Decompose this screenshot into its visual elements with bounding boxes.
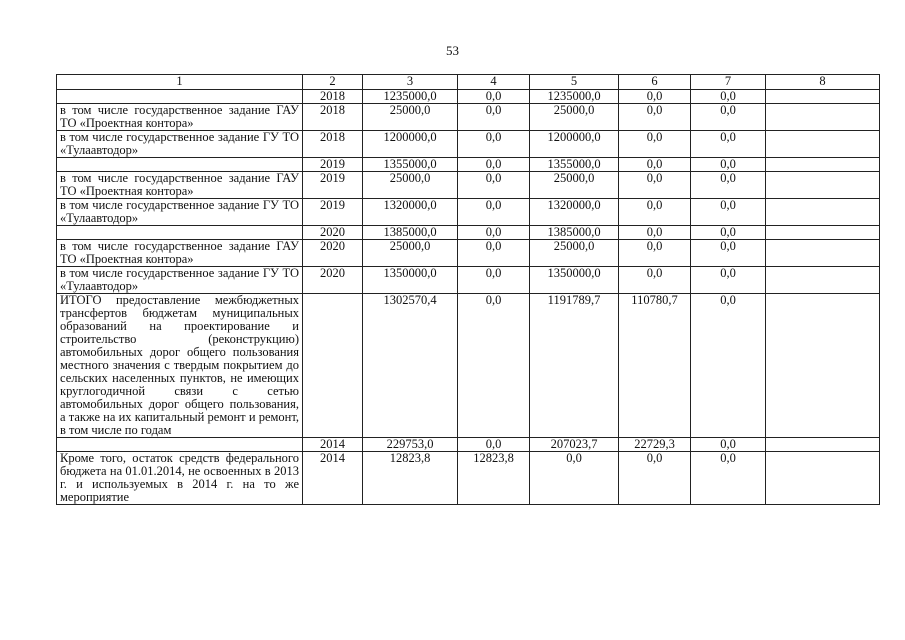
row-col-7: 0,0 [691, 199, 766, 226]
row-col-8 [766, 294, 880, 438]
row-description: Кроме того, остаток средств федерального бюджета на 01.01.2014, не освоенных в 2013 г. и используемых в 2014 г. на то же мероприятие [57, 452, 303, 505]
table-row [57, 199, 880, 226]
row-col-4: 0,0 [458, 172, 530, 199]
row-year: 2018 [303, 104, 363, 131]
row-col-5: 25000,0 [530, 104, 619, 131]
row-col-5: 1235000,0 [530, 90, 619, 104]
row-year [303, 294, 363, 438]
table-row [57, 267, 880, 294]
row-col-4: 0,0 [458, 104, 530, 131]
row-col-6: 0,0 [619, 267, 691, 294]
header-col-3: 3 [363, 75, 458, 90]
budget-table [56, 74, 880, 505]
table-row [57, 131, 880, 158]
row-col-7: 0,0 [691, 158, 766, 172]
row-col-4: 12823,8 [458, 452, 530, 505]
row-col-3: 229753,0 [363, 438, 458, 452]
row-col-6: 0,0 [619, 104, 691, 131]
row-description [57, 226, 303, 240]
row-col-7: 0,0 [691, 267, 766, 294]
table-row [57, 226, 880, 240]
row-col-5: 1350000,0 [530, 267, 619, 294]
row-col-5: 1385000,0 [530, 226, 619, 240]
row-col-8 [766, 158, 880, 172]
row-col-4: 0,0 [458, 267, 530, 294]
row-year: 2014 [303, 452, 363, 505]
row-description: в том числе государственное задание ГУ ТО «Тулаавтодор» [57, 199, 303, 226]
row-col-8 [766, 267, 880, 294]
row-year: 2019 [303, 199, 363, 226]
header-col-4: 4 [458, 75, 530, 90]
row-col-3: 1385000,0 [363, 226, 458, 240]
row-col-4: 0,0 [458, 294, 530, 438]
row-col-7: 0,0 [691, 131, 766, 158]
row-col-7: 0,0 [691, 438, 766, 452]
header-col-2: 2 [303, 75, 363, 90]
row-col-5: 1200000,0 [530, 131, 619, 158]
row-col-5: 0,0 [530, 452, 619, 505]
row-col-7: 0,0 [691, 452, 766, 505]
row-col-4: 0,0 [458, 199, 530, 226]
row-col-8 [766, 452, 880, 505]
row-year: 2020 [303, 240, 363, 267]
row-col-4: 0,0 [458, 226, 530, 240]
row-col-7: 0,0 [691, 226, 766, 240]
row-description: в том числе государственное задание ГУ ТО «Тулаавтодор» [57, 267, 303, 294]
table-row [57, 240, 880, 267]
table-row [57, 438, 880, 452]
row-col-7: 0,0 [691, 172, 766, 199]
row-description: ИТОГО предоставление межбюджетных трансфертов бюджетам муниципальных образований на проектирование и строительство (реконструкцию) автомобильных дорог общего пользования местного значения с твердым покрытием до сельских населенных пунктов, не имеющих круглогодичной связи с сетью автомобильных дорог общего пользования, а также на их капитальный ремонт и ремонт, в том числе по годам [57, 294, 303, 438]
row-col-4: 0,0 [458, 438, 530, 452]
table-header-row [57, 75, 880, 90]
row-col-6: 0,0 [619, 226, 691, 240]
row-description: в том числе государственное задание ГАУ ТО «Проектная контора» [57, 104, 303, 131]
row-col-8 [766, 90, 880, 104]
header-col-8: 8 [766, 75, 880, 90]
row-col-7: 0,0 [691, 240, 766, 267]
row-col-8 [766, 438, 880, 452]
row-col-6: 0,0 [619, 452, 691, 505]
row-year: 2019 [303, 172, 363, 199]
row-col-7: 0,0 [691, 90, 766, 104]
row-year: 2020 [303, 267, 363, 294]
row-col-4: 0,0 [458, 90, 530, 104]
table-row [57, 172, 880, 199]
table-row-additional [57, 452, 880, 505]
row-col-5: 207023,7 [530, 438, 619, 452]
row-col-6: 22729,3 [619, 438, 691, 452]
row-col-6: 0,0 [619, 172, 691, 199]
row-col-6: 0,0 [619, 131, 691, 158]
row-col-3: 1302570,4 [363, 294, 458, 438]
row-col-4: 0,0 [458, 131, 530, 158]
row-col-6: 0,0 [619, 90, 691, 104]
row-col-5: 1320000,0 [530, 199, 619, 226]
table-row [57, 104, 880, 131]
row-col-7: 0,0 [691, 294, 766, 438]
header-col-6: 6 [619, 75, 691, 90]
row-col-4: 0,0 [458, 240, 530, 267]
row-col-8 [766, 172, 880, 199]
row-col-3: 12823,8 [363, 452, 458, 505]
row-col-8 [766, 199, 880, 226]
table-row-total [57, 294, 880, 438]
row-description: в том числе государственное задание ГАУ ТО «Проектная контора» [57, 172, 303, 199]
page-number: 53 [446, 43, 459, 58]
row-year: 2020 [303, 226, 363, 240]
row-col-8 [766, 226, 880, 240]
row-year: 2018 [303, 131, 363, 158]
row-col-5: 25000,0 [530, 172, 619, 199]
row-col-6: 0,0 [619, 240, 691, 267]
row-col-3: 1320000,0 [363, 199, 458, 226]
header-col-1: 1 [57, 75, 303, 90]
row-col-5: 1191789,7 [530, 294, 619, 438]
row-col-4: 0,0 [458, 158, 530, 172]
row-col-7: 0,0 [691, 104, 766, 131]
row-col-8 [766, 240, 880, 267]
row-description [57, 158, 303, 172]
header-col-5: 5 [530, 75, 619, 90]
row-col-3: 25000,0 [363, 240, 458, 267]
row-year: 2014 [303, 438, 363, 452]
row-col-3: 25000,0 [363, 172, 458, 199]
row-description [57, 90, 303, 104]
header-col-7: 7 [691, 75, 766, 90]
row-col-6: 0,0 [619, 158, 691, 172]
row-col-3: 1235000,0 [363, 90, 458, 104]
row-col-5: 25000,0 [530, 240, 619, 267]
row-year: 2019 [303, 158, 363, 172]
row-col-8 [766, 104, 880, 131]
row-description [57, 438, 303, 452]
row-description: в том числе государственное задание ГАУ ТО «Проектная контора» [57, 240, 303, 267]
row-col-5: 1355000,0 [530, 158, 619, 172]
row-col-3: 25000,0 [363, 104, 458, 131]
row-col-8 [766, 131, 880, 158]
row-col-6: 0,0 [619, 199, 691, 226]
row-col-6: 110780,7 [619, 294, 691, 438]
row-description: в том числе государственное задание ГУ ТО «Тулаавтодор» [57, 131, 303, 158]
row-col-3: 1200000,0 [363, 131, 458, 158]
row-col-3: 1355000,0 [363, 158, 458, 172]
row-year: 2018 [303, 90, 363, 104]
table-row [57, 158, 880, 172]
table-row [57, 90, 880, 104]
row-col-3: 1350000,0 [363, 267, 458, 294]
